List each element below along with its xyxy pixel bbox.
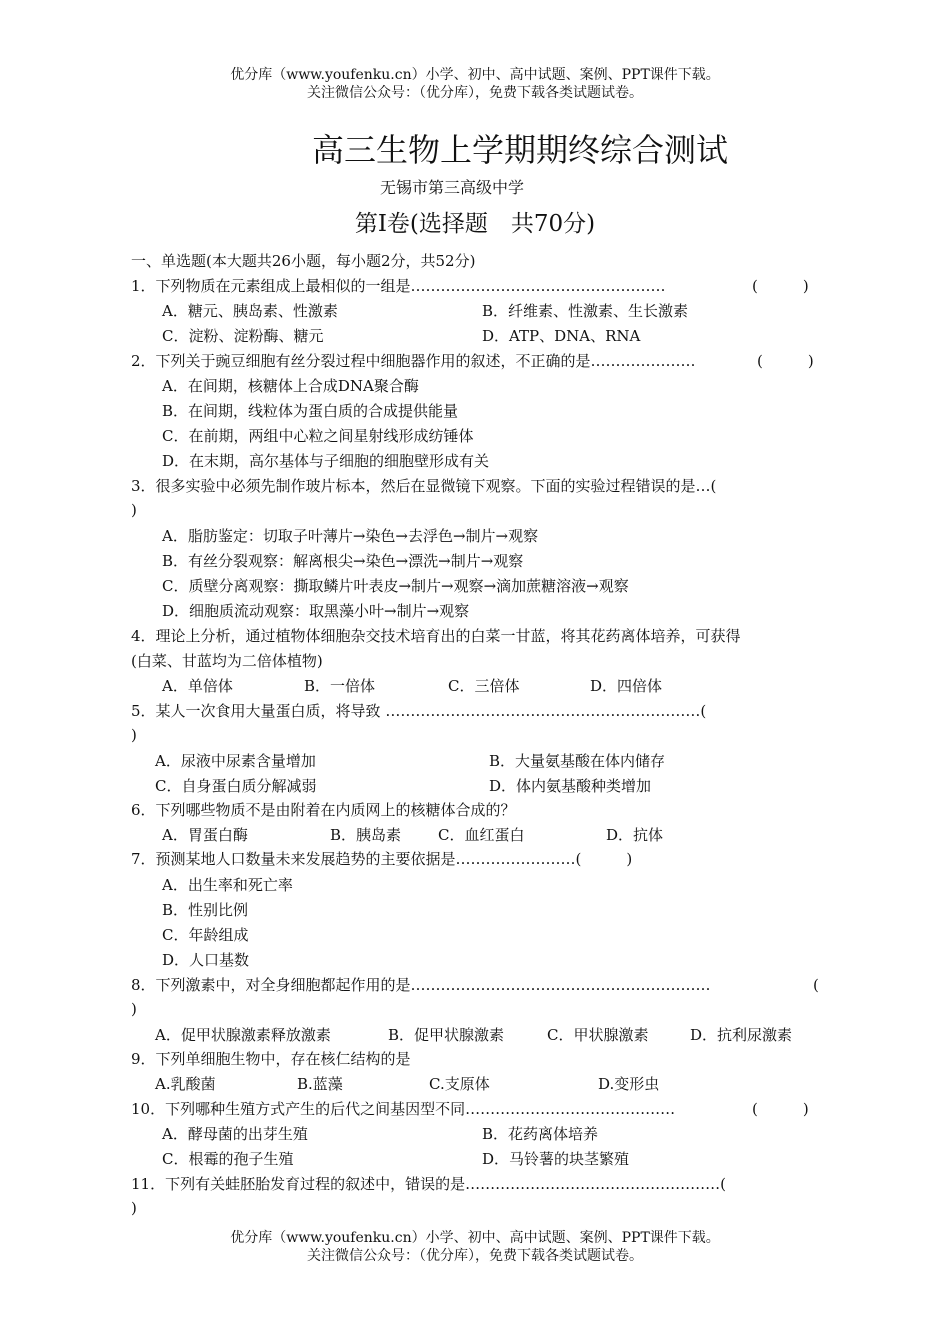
question-2-stem: 2．下列关于豌豆细胞有丝分裂过程中细胞器作用的叙述，不正确的是…………………: [131, 352, 696, 370]
question-6-option-d: D．抗体: [606, 826, 664, 844]
question-6-stem: 6．下列哪些物质不是由附着在内质网上的核糖体合成的？: [131, 801, 516, 819]
question-4-option-d: D．四倍体: [590, 677, 663, 695]
question-5-option-a: A．尿液中尿素含量增加: [155, 752, 316, 770]
question-4-stem: 4．理论上分析，通过植物体细胞杂交技术培育出的白菜一甘蓝，将其花药离体培养，可获得: [131, 627, 741, 645]
school-name: 无锡市第三高级中学: [380, 178, 525, 197]
question-11-stem: 11．下列有关蛙胚胎发育过程的叙述中，错误的是……………………………………………(: [131, 1175, 726, 1193]
header-line-2: 关注微信公众号：（优分库），免费下载各类试题试卷。: [307, 85, 643, 101]
question-1-option-c: C．淀粉、淀粉酶、糖元: [162, 327, 324, 345]
section-title: 第Ⅰ卷(选择题 共70分): [354, 211, 596, 237]
instructions: 一、单选题(本大题共26小题，每小题2分，共52分): [131, 252, 476, 270]
question-5-paren: ): [131, 726, 137, 744]
question-3-option-d: D．细胞质流动观察：取黑藻小叶→制片→观察: [162, 602, 470, 620]
question-2-option-c: C．在前期，两组中心粒之间星射线形成纺锤体: [162, 427, 474, 445]
question-7-option-d: D．人口基数: [162, 951, 250, 969]
question-5-option-b: B．大量氨基酸在体内储存: [489, 752, 666, 770]
question-8-stem: 8．下列激素中，对全身细胞都起作用的是……………………………………………………: [131, 976, 711, 994]
question-9-option-b: B.蓝藻: [297, 1075, 343, 1093]
question-6-option-b: B．胰岛素: [330, 826, 402, 844]
question-10-paren: ( ): [752, 1100, 809, 1118]
question-10-option-b: B．花药离体培养: [482, 1125, 599, 1143]
question-10-option-d: D．马铃薯的块茎繁殖: [482, 1150, 630, 1168]
question-4-stem-continued: (白菜、甘蓝均为二倍体植物): [131, 652, 323, 670]
question-9-option-d: D.变形虫: [598, 1075, 660, 1093]
question-6-option-a: A．胃蛋白酶: [162, 826, 248, 844]
question-1-option-b: B．纤维素、性激素、生长激素: [482, 302, 689, 320]
header-line-1: 优分库（www.youfenku.cn）小学、初中、高中试题、案例、PPT课件下载。: [230, 67, 720, 83]
question-4-option-a: A．单倍体: [162, 677, 233, 695]
footer-line-1: 优分库（www.youfenku.cn）小学、初中、高中试题、案例、PPT课件下载。: [230, 1230, 720, 1246]
question-8-option-c: C．甲状腺激素: [547, 1026, 649, 1044]
question-10-option-a: A．酵母菌的出芽生殖: [162, 1125, 308, 1143]
question-10-option-c: C．根霉的孢子生殖: [162, 1150, 294, 1168]
question-9-option-c: C.支原体: [429, 1075, 490, 1093]
footer-line-2: 关注微信公众号：（优分库），免费下载各类试题试卷。: [307, 1248, 643, 1264]
question-7-option-b: B．性别比例: [162, 901, 249, 919]
question-5-stem: 5．某人一次食用大量蛋白质，将导致 ………………………………………………………(: [131, 702, 707, 720]
question-9-stem: 9．下列单细胞生物中，存在核仁结构的是: [131, 1050, 411, 1068]
question-2-option-a: A．在间期，核糖体上合成DNA聚合酶: [162, 377, 419, 395]
question-3-stem: 3．很多实验中必须先制作玻片标本，然后在显微镜下观察。下面的实验过程错误的是…(: [131, 477, 717, 495]
page-footer: [0, 1229, 950, 1265]
question-2-option-b: B．在间期，线粒体为蛋白质的合成提供能量: [162, 402, 459, 420]
question-8-paren-open: (: [813, 976, 819, 994]
question-3-option-a: A．脂肪鉴定：切取子叶薄片→染色→去浮色→制片→观察: [162, 527, 539, 545]
question-1-stem: 1．下列物质在元素组成上最相似的一组是……………………………………………: [131, 277, 666, 295]
question-8-option-b: B．促甲状腺激素: [388, 1026, 505, 1044]
question-7-option-a: A．出生率和死亡率: [162, 876, 293, 894]
question-6-option-c: C．血红蛋白: [438, 826, 525, 844]
question-8-paren-close: ): [131, 1000, 137, 1018]
page-header: [0, 66, 950, 102]
question-11-paren: ): [131, 1199, 137, 1217]
question-8-option-d: D．抗利尿激素: [690, 1026, 793, 1044]
question-7-stem: 7．预测某地人口数量未来发展趋势的主要依据是……………………( ): [131, 850, 633, 868]
question-1-option-a: A．糖元、胰岛素、性激素: [162, 302, 338, 320]
question-9-option-a: A.乳酸菌: [155, 1075, 216, 1093]
question-3-paren: ): [131, 501, 137, 519]
question-5-option-c: C．自身蛋白质分解减弱: [155, 777, 317, 795]
document-title: 高三生物上学期期终综合测试: [311, 131, 728, 169]
question-1-paren: ( ): [752, 277, 809, 295]
question-2-option-d: D．在末期，高尔基体与子细胞的细胞壁形成有关: [162, 452, 490, 470]
question-10-stem: 10．下列哪种生殖方式产生的后代之间基因型不同……………………………………: [131, 1100, 676, 1118]
question-4-option-b: B．一倍体: [304, 677, 376, 695]
question-2-paren: ( ): [757, 352, 814, 370]
question-5-option-d: D．体内氨基酸种类增加: [489, 777, 652, 795]
question-3-option-b: B．有丝分裂观察：解离根尖→染色→漂洗→制片→观察: [162, 552, 524, 570]
question-1-option-d: D．ATP、DNA、RNA: [482, 327, 641, 345]
question-3-option-c: C．质壁分离观察：撕取鳞片叶表皮→制片→观察→滴加蔗糖溶液→观察: [162, 577, 629, 595]
question-8-option-a: A．促甲状腺激素释放激素: [155, 1026, 331, 1044]
question-4-option-c: C．三倍体: [448, 677, 520, 695]
question-7-option-c: C．年龄组成: [162, 926, 249, 944]
